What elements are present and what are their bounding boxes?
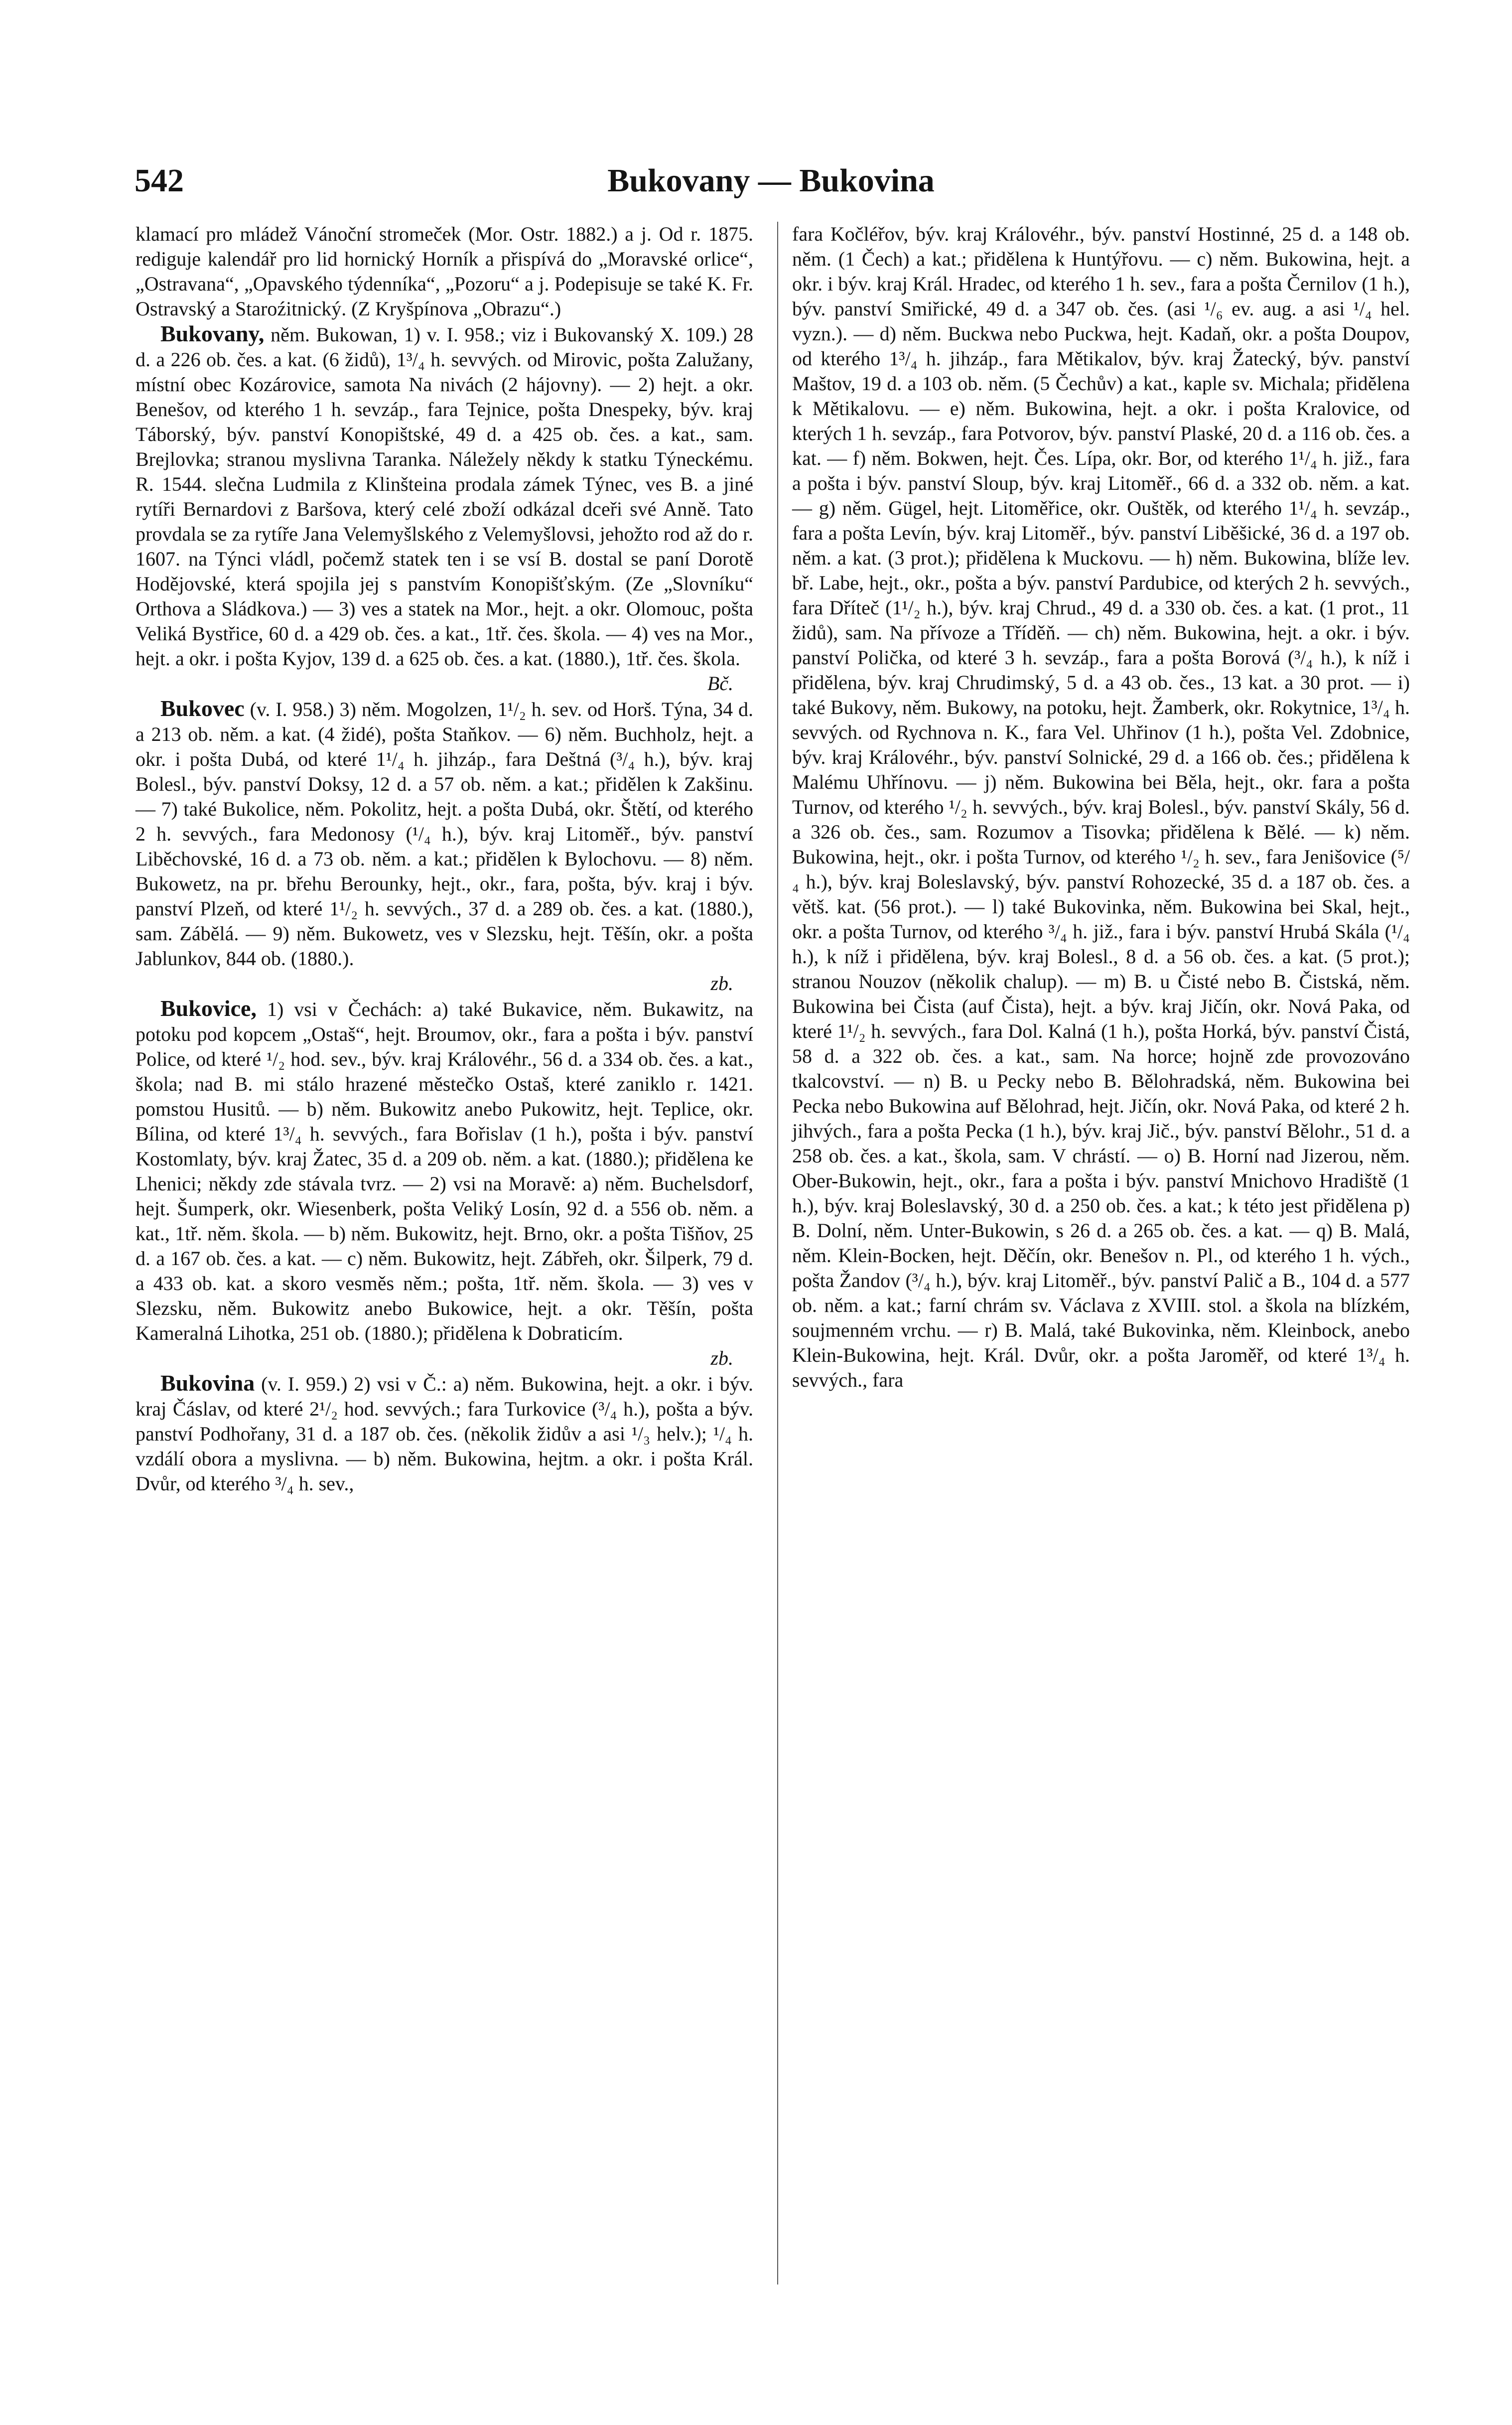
page-header [135, 158, 1407, 203]
entry-headword: Bukovec [160, 696, 245, 721]
entry-bukovice [136, 996, 753, 1371]
entry-continuation [136, 222, 753, 321]
entry-headword: Bukovany, [160, 321, 265, 346]
page-number: 542 [135, 162, 184, 199]
right-column [792, 222, 1410, 1393]
entry-bukovany [136, 321, 753, 696]
left-column [136, 222, 753, 1496]
column-divider [777, 222, 778, 2284]
entry-text: klamací pro mládež Vánoční stromeček (Mor. Ostr. 1882.) a j. Od r. 1875. rediguje kalendář pro lid hornický Horník a přispívá do „Moravské orlice“, „Ostravana“, „Opavského týdenníka“, „Pozoru“ a j. Podepisuje se také K. Fr. Ostravský a Staroźitnický. (Z Kryšpínova „Obrazu“.) [136, 223, 753, 320]
entry-bukovina-continued [792, 222, 1410, 1393]
entry-bukovec [136, 696, 753, 996]
author-signature: zb. [710, 972, 733, 995]
entry-headword: Bukovina [160, 1370, 255, 1396]
entry-text: 1) vsi v Čechách: a) také Bukavice, něm. Bukawitz, na potoku pod kopcem „Ostaš“, hejt. Broumov, okr., fara a pošta i býv. panství Police, od které ¹/₂ hod. sev., býv. kraj Královéhr., 56 d. a 334 ob. čes. a kat., škola; nad B. mi stálo hrazené městečko Ostaš, které zaniklo r. 1421. pomstou Husitů. — b) něm. Bukowitz anebo Pukowitz, hejt. Teplice, okr. Bílina, od které 1³/₄ h. sevvých., fara Bořislav (1 h.), pošta i býv. panství Kostomlaty, býv. kraj Žatec, 35 d. a 209 ob. něm. a kat. (1880.); přidělena ke Lhenici; někdy zde stávala tvrz. — 2) vsi na Moravě: a) něm. Buchelsdorf, hejt. Šumperk, okr. Wiesenberk, pošta Veliký Losín, 92 d. a 556 ob. něm. a kat., 1tř. něm. škola. — b) něm. Bukowitz, hejt. Brno, okr. a pošta Tišňov, 25 d. a 167 ob. čes. a kat. — c) něm. Bukowitz, hejt. Zábřeh, okr. Šilperk, 79 d. a 433 ob. kat. a skoro vesměs něm.; pošta, 1tř. něm. škola. — 3) ves v Slezsku, něm. Bukowitz anebo Bukowice, hejt. a okr. Těšín, pošta Kameralná Lihotka, 251 ob. (1880.); přidělena k Dobraticím. [136, 998, 754, 1344]
entry-headword: Bukovice, [160, 996, 257, 1021]
running-head: Bukovany — Bukovina [607, 162, 935, 199]
entry-text: (v. I. 958.) 3) něm. Mogolzen, 1¹/₂ h. sev. od Horš. Týna, 34 d. a 213 ob. něm. a kat. (4 židé), pošta Staňkov. — 6) něm. Buchholz, hejt. a okr. i pošta Dubá, od které 1¹/₄ h. jihzáp., fara Deštná (³/₄ h.), býv. kraj Bolesl., býv. panství Doksy, 12 d. a 57 ob. něm. a kat.; přidělen k Zakšinu. — 7) také Bukolice, něm. Pokolitz, hejt. a pošta Dubá, okr. Štětí, od kterého 2 h. sevvých., fara Medonosy (¹/₄ h.), býv. kraj Litoměř., býv. panství Liběchovské, 16 d. a 73 ob. něm. a kat.; přidělen k Bylochovu. — 8) něm. Bukowetz, na pr. břehu Berounky, hejt., okr., fara, pošta, býv. kraj i býv. panství Plzeň, od které 1¹/₂ h. sevvých., 37 d. a 289 ob. čes. a kat. (1880.), sam. Zábělá. — 9) něm. Bukowetz, ves v Slezsku, hejt. Těšín, okr. a pošta Jablunkov, 844 ob. (1880.). [136, 698, 754, 970]
entry-text: fara Kočléřov, býv. kraj Královéhr., býv. panství Hostinné, 25 d. a 148 ob. něm. (1 Čech) a kat.; přidělena k Huntýřovu. — c) něm. Bukowina, hejt. a okr. i býv. kraj Král. Hradec, od kterého 1 h. sev., fara a pošta Černilov (1 h.), býv. panství Smiřické, 49 d. a 347 ob. čes. (asi ¹/₆ ev. aug. a asi ¹/₄ hel. vyzn.). — d) něm. Buckwa nebo Puckwa, hejt. Kadaň, okr. a pošta Doupov, od kterého 1³/₄ h. jihzáp., fara Mětikalov, býv. kraj Žatecký, býv. panství Maštov, 19 d. a 103 ob. něm. (5 Čechův) a kat., kaple sv. Michala; přidělena k Mětikalovu. — e) něm. Bukowina, hejt. a okr. i pošta Kralovice, od kterých 1 h. sevzáp., fara Potvorov, býv. panství Plaské, 20 d. a 116 ob. čes. a kat. — f) něm. Bokwen, hejt. Čes. Lípa, okr. Bor, od kterého 1¹/₄ h. již., fara a pošta i býv. panství Sloup, býv. kraj Litoměř., 66 d. a 332 ob. něm. a kat. — g) něm. Gügel, hejt. Litoměřice, okr. Ouštěk, od kterého 1¹/₄ h. sevzáp., fara a pošta Levín, býv. kraj Litoměř., býv. panství Liběšické, 36 d. a 197 ob. něm. a kat. (3 prot.); přidělena k Muckovu. — h) něm. Bukowina, blíže lev. bř. Labe, hejt., okr., pošta a býv. panství Pardubice, od kterých 2 h. sevvých., fara Dříteč (1¹/₂ h.), býv. kraj Chrud., 49 d. a 330 ob. čes. a kat. (1 prot., 11 židů), sam. Na přívoze a Tříděň. — ch) něm. Bukowina, hejt. a okr. i býv. panství Polička, od které 3 h. sevzáp., fara a pošta Borová (³/₄ h.), k níž i přidělena, býv. kraj Chrudimský, 5 d. a 43 ob. čes., 13 kat. a 30 prot. — i) také Bukovy, něm. Bukowy, na potoku, hejt. Žamberk, okr. Rokytnice, 1³/₄ h. sevvých. od Rychnova n. K., fara Vel. Uhřinov (1 h.), pošta Vel. Zdobnice, býv. kraj Královéhr., býv. panství Solnické, 29 d. a 166 ob. čes.; přidělena k Malému Uhřínovu. — j) něm. Bukowina bei Běla, hejt., okr. fara a pošta Turnov, od kterého ¹/₂ h. sevvých., býv. kraj Bolesl., býv. panství Skály, 56 d. a 326 ob. čes., sam. Rozumov a Tisovka; přidělena k Bělé. — k) něm. Bukowina, hejt., okr. i pošta Turnov, od kterého ¹/₂ h. sev., fara Jenišovice (⁵/₄ h.), býv. kraj Boleslavský, býv. panství Rohozecké, 35 d. a 187 ob. čes. a větš. kat. (56 prot.). — l) také Bukovinka, něm. Bukowina bei Skal, hejt., okr. a pošta Turnov, od kterého ³/₄ h. již., fara i býv. panství Hrubá Skála (¹/₄ h.), k níž i přidělena, býv. kraj Bolesl., 8 d. a 56 ob. čes. a kat. (5 prot.); stranou Nouzov (několik chalup). — m) B. u Čisté nebo B. Čistská, něm. Bukowina bei Čista (auf Čista), hejt. a býv. kraj Jičín, okr. Nová Paka, od které 1¹/₂ h. sevvých., fara Dol. Kalná (1 h.), pošta Horká, býv. panství Čistá, 58 d. a 322 ob. čes. a kat., sam. Na horce; hojně zde provozováno tkalcovství. — n) B. u Pecky nebo B. Bělohradská, něm. Bukowina bei Pecka nebo Bukowina auf Bělohrad, hejt. Jičín, okr. Nová Paka, od které 2 h. jihvých., fara a pošta Pecka (1 h.), býv. kraj Jič., býv. panství Bělohr., 51 d. a 258 ob. čes. a kat., škola, sam. V chrástí. — o) B. Horní nad Jizerou, něm. Ober-Bukowin, hejt., okr., fara a pošta i býv. panství Mnichovo Hradiště (1 h.), býv. kraj Boleslavský, 30 d. a 250 ob. čes. a kat.; k této jest přidělena p) B. Dolní, něm. Unter-Bukowin, s 26 d. a 265 ob. čes. a kat. — q) B. Malá, něm. Klein-Bocken, hejt. Děčín, okr. Benešov n. Pl., od kterého 1 h. vých., pošta Žandov (³/₄ h.), býv. kraj Litoměř., býv. panství Palič a B., 104 d. a 577 ob. něm. a kat.; farní chrám sv. Václava z XVIII. stol. a škola na blízkém, soujmenném vrchu. — r) B. Malá, také Bukovinka, něm. Kleinbock, anebo Klein-Bukowina, hejt. Král. Dvůr, okr. a pošta Jaroměř, od které 1³/₄ h. sevvých., fara [792, 223, 1410, 1391]
author-signature: zb. [710, 1347, 733, 1369]
entry-bukovina [136, 1371, 753, 1496]
entry-text: něm. Bukowan, 1) v. I. 958.; viz i Bukovanský X. 109.) 28 d. a 226 ob. čes. a kat. (6 židů), 1³/₄ h. sevvých. od Mirovic, pošta Zalužany, místní obec Kozárovice, samota Na nivách (2 hájovny). — 2) hejt. a okr. Benešov, od kterého 1 h. sevzáp., fara Tejnice, pošta Dnespeky, býv. kraj Táborský, býv. panství Konopištské, 49 d. a 425 ob. čes. a kat., sam. Brejlovka; stranou myslivna Taranka. Náležely někdy k statku Týneckému. R. 1544. slečna Ludmila z Klinšteina prodala zámek Týnec, ves B. a jiné rytíři Bernardovi z Baršova, který celé zboží odkázal dceři své Anně. Tato provdala se za rytíře Jana Velemyšlského z Velemyšlovsi, jehožto rod až do r. 1607. na Týnci vládl, počemž statek ten i se vsí B. dostal se paní Dorotě Hodějovské, která spojila jej s panstvím Konopišťským. (Ze „Slovníku“ Orthova a Sládkova.) — 3) ves a statek na Mor., hejt. a okr. Olomouc, pošta Veliká Bystřice, 60 d. a 429 ob. čes. a kat., 1tř. čes. škola. — 4) ves na Mor., hejt. a okr. i pošta Kyjov, 139 d. a 625 ob. čes. a kat. (1880.), 1tř. čes. škola. [136, 323, 753, 670]
author-signature: Bč. [707, 672, 733, 695]
entry-text: (v. I. 959.) 2) vsi v Č.: a) něm. Bukowina, hejt. a okr. i býv. kraj Čáslav, od které 2¹/₂ hod. sevvých.; fara Turkovice (³/₄ h.), pošta a býv. panství Podhořany, 31 d. a 187 ob. čes. (několik židův a asi ¹/₃ helv.); ¹/₄ h. vzdálí obora a myslivna. — b) něm. Bukowina, hejtm. a okr. i pošta Král. Dvůr, od kterého ³/₄ h. sev., [136, 1373, 754, 1495]
